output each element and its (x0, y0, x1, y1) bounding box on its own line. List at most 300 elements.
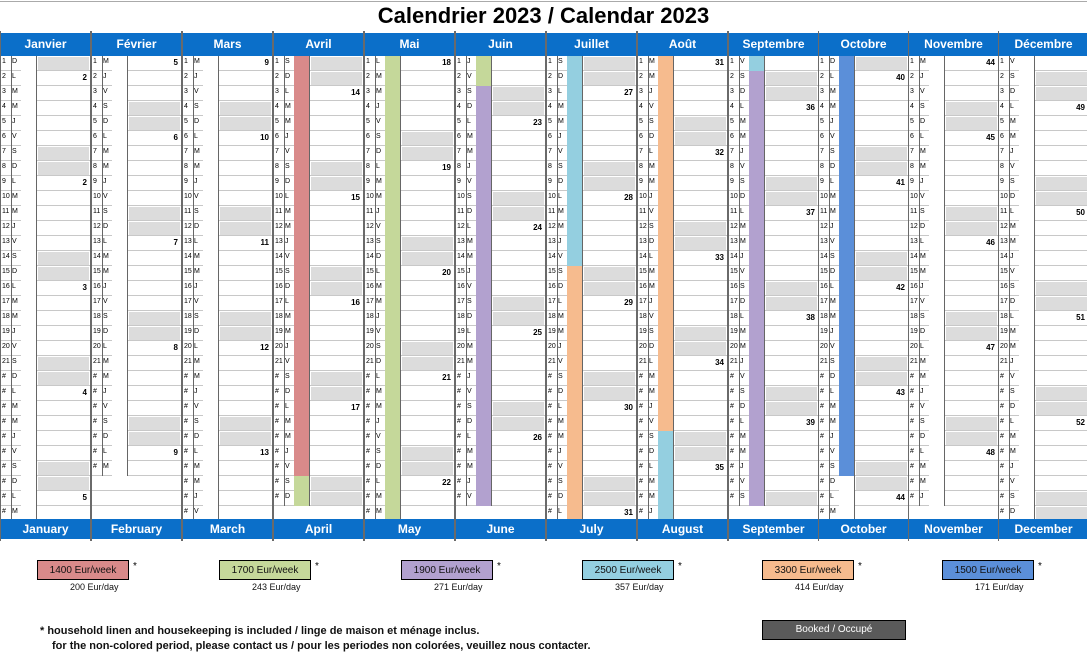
day-row[interactable] (1, 491, 90, 506)
day-row[interactable] (1, 461, 90, 476)
day-row[interactable] (1, 341, 90, 356)
day-row[interactable] (92, 296, 181, 311)
day-row[interactable] (547, 71, 636, 86)
day-row[interactable] (819, 161, 908, 176)
day-row[interactable] (999, 341, 1087, 356)
day-row[interactable] (729, 296, 818, 311)
day-row[interactable] (729, 236, 818, 251)
day-row[interactable] (183, 131, 272, 146)
day-row[interactable] (819, 386, 908, 401)
day-row[interactable] (183, 356, 272, 371)
day-row[interactable] (92, 401, 181, 416)
day-row[interactable] (638, 146, 727, 161)
day-row[interactable] (819, 206, 908, 221)
day-row[interactable] (909, 206, 998, 221)
day-row[interactable] (365, 251, 454, 266)
day-row[interactable] (909, 281, 998, 296)
day-row[interactable] (819, 461, 908, 476)
day-row[interactable] (547, 56, 636, 71)
day-row[interactable] (999, 251, 1087, 266)
day-row[interactable] (999, 446, 1087, 461)
day-row[interactable] (909, 461, 998, 476)
day-row[interactable] (92, 71, 181, 86)
day-row[interactable] (547, 386, 636, 401)
day-row[interactable] (456, 446, 545, 461)
day-row[interactable] (638, 86, 727, 101)
day-row[interactable] (909, 311, 998, 326)
day-row[interactable] (183, 431, 272, 446)
day-row[interactable] (547, 116, 636, 131)
day-row[interactable] (729, 86, 818, 101)
day-row[interactable] (638, 131, 727, 146)
day-row[interactable] (819, 476, 908, 491)
day-row[interactable] (547, 251, 636, 266)
day-row[interactable] (909, 101, 998, 116)
day-row[interactable] (1, 476, 90, 491)
day-row[interactable] (183, 206, 272, 221)
day-row[interactable] (274, 476, 363, 491)
day-row[interactable] (92, 281, 181, 296)
day-row[interactable] (909, 371, 998, 386)
day-row[interactable] (729, 206, 818, 221)
day-row[interactable] (365, 296, 454, 311)
day-row[interactable] (1, 146, 90, 161)
day-row[interactable] (999, 461, 1087, 476)
day-row[interactable] (365, 206, 454, 221)
day-row[interactable] (1, 71, 90, 86)
day-row[interactable] (638, 371, 727, 386)
day-row[interactable] (92, 236, 181, 251)
day-row[interactable] (547, 146, 636, 161)
day-row[interactable] (183, 296, 272, 311)
day-row[interactable] (999, 281, 1087, 296)
day-row[interactable] (547, 206, 636, 221)
day-row[interactable] (92, 311, 181, 326)
day-row[interactable] (274, 491, 363, 506)
day-row[interactable] (92, 446, 181, 461)
day-row[interactable] (729, 191, 818, 206)
day-row[interactable] (819, 311, 908, 326)
day-row[interactable] (638, 431, 727, 446)
day-row[interactable] (1, 131, 90, 146)
day-row[interactable] (456, 416, 545, 431)
day-row[interactable] (638, 266, 727, 281)
day-row[interactable] (999, 386, 1087, 401)
day-row[interactable] (819, 431, 908, 446)
day-row[interactable] (1, 206, 90, 221)
day-row[interactable] (999, 176, 1087, 191)
day-row[interactable] (183, 461, 272, 476)
day-row[interactable] (729, 131, 818, 146)
day-row[interactable] (274, 446, 363, 461)
day-row[interactable] (819, 416, 908, 431)
day-row[interactable] (547, 311, 636, 326)
day-row[interactable] (274, 116, 363, 131)
day-row[interactable] (456, 311, 545, 326)
day-row[interactable] (1, 281, 90, 296)
day-row[interactable] (1, 446, 90, 461)
day-row[interactable] (999, 431, 1087, 446)
day-row[interactable] (819, 446, 908, 461)
day-row[interactable] (999, 266, 1087, 281)
day-row[interactable] (92, 326, 181, 341)
day-row[interactable] (547, 371, 636, 386)
day-row[interactable] (365, 221, 454, 236)
day-row[interactable] (456, 146, 545, 161)
day-row[interactable] (456, 176, 545, 191)
day-row[interactable] (909, 236, 998, 251)
day-row[interactable] (819, 236, 908, 251)
day-row[interactable] (1, 311, 90, 326)
day-row[interactable] (638, 251, 727, 266)
day-row[interactable] (547, 236, 636, 251)
day-row[interactable] (819, 266, 908, 281)
day-row[interactable] (547, 476, 636, 491)
day-row[interactable] (819, 491, 908, 506)
day-row[interactable] (1, 416, 90, 431)
day-row[interactable] (1, 266, 90, 281)
day-row[interactable] (183, 236, 272, 251)
day-row[interactable] (365, 341, 454, 356)
day-row[interactable] (274, 86, 363, 101)
day-row[interactable] (365, 281, 454, 296)
day-row[interactable] (456, 86, 545, 101)
day-row[interactable] (999, 86, 1087, 101)
day-row[interactable] (274, 161, 363, 176)
day-row[interactable] (909, 431, 998, 446)
day-row[interactable] (456, 461, 545, 476)
day-row[interactable] (274, 251, 363, 266)
day-row[interactable] (456, 71, 545, 86)
day-row[interactable] (92, 56, 181, 71)
day-row[interactable] (92, 386, 181, 401)
day-row[interactable] (183, 116, 272, 131)
day-row[interactable] (999, 476, 1087, 491)
day-row[interactable] (638, 296, 727, 311)
day-row[interactable] (999, 401, 1087, 416)
day-row[interactable] (909, 161, 998, 176)
day-row[interactable] (274, 326, 363, 341)
day-row[interactable] (365, 371, 454, 386)
day-row[interactable] (183, 311, 272, 326)
day-row[interactable] (183, 371, 272, 386)
day-row[interactable] (999, 131, 1087, 146)
day-row[interactable] (638, 281, 727, 296)
day-row[interactable] (92, 146, 181, 161)
day-row[interactable] (909, 296, 998, 311)
day-row[interactable] (819, 116, 908, 131)
day-row[interactable] (1, 191, 90, 206)
day-row[interactable] (909, 341, 998, 356)
day-row[interactable] (999, 56, 1087, 71)
day-row[interactable] (638, 56, 727, 71)
day-row[interactable] (638, 341, 727, 356)
day-row[interactable] (456, 266, 545, 281)
day-row[interactable] (547, 221, 636, 236)
day-row[interactable] (819, 251, 908, 266)
day-row[interactable] (365, 86, 454, 101)
day-row[interactable] (1, 296, 90, 311)
day-row[interactable] (365, 71, 454, 86)
day-row[interactable] (183, 416, 272, 431)
day-row[interactable] (92, 416, 181, 431)
day-row[interactable] (638, 191, 727, 206)
day-row[interactable] (638, 101, 727, 116)
day-row[interactable] (729, 446, 818, 461)
day-row[interactable] (365, 101, 454, 116)
day-row[interactable] (819, 356, 908, 371)
day-row[interactable] (1, 86, 90, 101)
day-row[interactable] (456, 56, 545, 71)
day-row[interactable] (92, 461, 181, 476)
day-row[interactable] (729, 431, 818, 446)
day-row[interactable] (909, 221, 998, 236)
day-row[interactable] (1, 176, 90, 191)
day-row[interactable] (729, 266, 818, 281)
day-row[interactable] (456, 206, 545, 221)
day-row[interactable] (999, 371, 1087, 386)
day-row[interactable] (365, 326, 454, 341)
day-row[interactable] (547, 131, 636, 146)
day-row[interactable] (183, 86, 272, 101)
day-row[interactable] (183, 401, 272, 416)
day-row[interactable] (365, 356, 454, 371)
day-row[interactable] (456, 371, 545, 386)
day-row[interactable] (909, 251, 998, 266)
day-row[interactable] (729, 251, 818, 266)
day-row[interactable] (92, 101, 181, 116)
day-row[interactable] (456, 251, 545, 266)
day-row[interactable] (909, 476, 998, 491)
day-row[interactable] (547, 176, 636, 191)
day-row[interactable] (274, 296, 363, 311)
day-row[interactable] (274, 56, 363, 71)
day-row[interactable] (274, 71, 363, 86)
day-row[interactable] (92, 221, 181, 236)
day-row[interactable] (365, 461, 454, 476)
day-row[interactable] (729, 101, 818, 116)
day-row[interactable] (819, 326, 908, 341)
day-row[interactable] (456, 491, 545, 506)
day-row[interactable] (729, 461, 818, 476)
day-row[interactable] (999, 116, 1087, 131)
day-row[interactable] (274, 416, 363, 431)
day-row[interactable] (729, 56, 818, 71)
day-row[interactable] (1, 161, 90, 176)
day-row[interactable] (999, 326, 1087, 341)
day-row[interactable] (274, 221, 363, 236)
day-row[interactable] (638, 206, 727, 221)
day-row[interactable] (638, 176, 727, 191)
day-row[interactable] (909, 131, 998, 146)
day-row[interactable] (1, 326, 90, 341)
day-row[interactable] (274, 356, 363, 371)
day-row[interactable] (999, 236, 1087, 251)
day-row[interactable] (456, 476, 545, 491)
day-row[interactable] (638, 476, 727, 491)
day-row[interactable] (999, 356, 1087, 371)
day-row[interactable] (729, 491, 818, 506)
day-row[interactable] (819, 86, 908, 101)
day-row[interactable] (729, 416, 818, 431)
day-row[interactable] (638, 326, 727, 341)
day-row[interactable] (365, 416, 454, 431)
day-row[interactable] (909, 356, 998, 371)
day-row[interactable] (909, 446, 998, 461)
day-row[interactable] (547, 86, 636, 101)
day-row[interactable] (92, 251, 181, 266)
day-row[interactable] (365, 446, 454, 461)
day-row[interactable] (547, 161, 636, 176)
day-row[interactable] (547, 401, 636, 416)
day-row[interactable] (1, 236, 90, 251)
day-row[interactable] (183, 251, 272, 266)
day-row[interactable] (183, 191, 272, 206)
day-row[interactable] (547, 461, 636, 476)
day-row[interactable] (274, 131, 363, 146)
day-row[interactable] (365, 266, 454, 281)
day-row[interactable] (456, 116, 545, 131)
day-row[interactable] (1, 101, 90, 116)
day-row[interactable] (456, 341, 545, 356)
day-row[interactable] (456, 161, 545, 176)
day-row[interactable] (92, 431, 181, 446)
day-row[interactable] (92, 371, 181, 386)
day-row[interactable] (909, 266, 998, 281)
day-row[interactable] (92, 176, 181, 191)
day-row[interactable] (819, 101, 908, 116)
day-row[interactable] (729, 71, 818, 86)
day-row[interactable] (819, 191, 908, 206)
day-row[interactable] (1, 386, 90, 401)
day-row[interactable] (92, 356, 181, 371)
day-row[interactable] (365, 431, 454, 446)
day-row[interactable] (456, 101, 545, 116)
day-row[interactable] (547, 356, 636, 371)
day-row[interactable] (365, 386, 454, 401)
day-row[interactable] (274, 206, 363, 221)
day-row[interactable] (638, 236, 727, 251)
day-row[interactable] (999, 71, 1087, 86)
day-row[interactable] (183, 266, 272, 281)
day-row[interactable] (1, 371, 90, 386)
day-row[interactable] (365, 116, 454, 131)
day-row[interactable] (1, 356, 90, 371)
day-row[interactable] (638, 221, 727, 236)
day-row[interactable] (729, 146, 818, 161)
day-row[interactable] (999, 296, 1087, 311)
day-row[interactable] (638, 446, 727, 461)
day-row[interactable] (729, 401, 818, 416)
day-row[interactable] (819, 56, 908, 71)
day-row[interactable] (274, 146, 363, 161)
day-row[interactable] (1, 251, 90, 266)
day-row[interactable] (365, 176, 454, 191)
day-row[interactable] (183, 446, 272, 461)
day-row[interactable] (183, 476, 272, 491)
day-row[interactable] (183, 176, 272, 191)
day-row[interactable] (92, 206, 181, 221)
day-row[interactable] (547, 191, 636, 206)
day-row[interactable] (456, 431, 545, 446)
day-row[interactable] (92, 116, 181, 131)
day-row[interactable] (729, 326, 818, 341)
day-row[interactable] (819, 176, 908, 191)
day-row[interactable] (92, 131, 181, 146)
day-row[interactable] (999, 416, 1087, 431)
day-row[interactable] (909, 56, 998, 71)
day-row[interactable] (456, 326, 545, 341)
day-row[interactable] (729, 371, 818, 386)
day-row[interactable] (183, 341, 272, 356)
day-row[interactable] (274, 266, 363, 281)
day-row[interactable] (729, 476, 818, 491)
day-row[interactable] (274, 401, 363, 416)
day-row[interactable] (999, 311, 1087, 326)
day-row[interactable] (456, 386, 545, 401)
day-row[interactable] (638, 161, 727, 176)
day-row[interactable] (1, 431, 90, 446)
day-row[interactable] (729, 341, 818, 356)
day-row[interactable] (999, 221, 1087, 236)
day-row[interactable] (92, 266, 181, 281)
day-row[interactable] (1, 221, 90, 236)
day-row[interactable] (638, 461, 727, 476)
day-row[interactable] (638, 311, 727, 326)
day-row[interactable] (456, 281, 545, 296)
day-row[interactable] (456, 296, 545, 311)
day-row[interactable] (547, 281, 636, 296)
day-row[interactable] (819, 221, 908, 236)
day-row[interactable] (547, 341, 636, 356)
day-row[interactable] (909, 176, 998, 191)
day-row[interactable] (274, 281, 363, 296)
day-row[interactable] (999, 206, 1087, 221)
day-row[interactable] (547, 101, 636, 116)
day-row[interactable] (638, 71, 727, 86)
day-row[interactable] (999, 161, 1087, 176)
day-row[interactable] (909, 146, 998, 161)
day-row[interactable] (547, 326, 636, 341)
day-row[interactable] (92, 341, 181, 356)
day-row[interactable] (729, 161, 818, 176)
day-row[interactable] (274, 191, 363, 206)
day-row[interactable] (274, 101, 363, 116)
day-row[interactable] (456, 356, 545, 371)
day-row[interactable] (819, 371, 908, 386)
day-row[interactable] (365, 131, 454, 146)
day-row[interactable] (183, 146, 272, 161)
day-row[interactable] (999, 491, 1087, 506)
day-row[interactable] (729, 386, 818, 401)
day-row[interactable] (909, 491, 998, 506)
day-row[interactable] (365, 491, 454, 506)
day-row[interactable] (456, 191, 545, 206)
day-row[interactable] (274, 341, 363, 356)
day-row[interactable] (365, 56, 454, 71)
day-row[interactable] (274, 461, 363, 476)
day-row[interactable] (547, 431, 636, 446)
day-row[interactable] (183, 56, 272, 71)
day-row[interactable] (1, 56, 90, 71)
day-row[interactable] (819, 281, 908, 296)
day-row[interactable] (999, 146, 1087, 161)
day-row[interactable] (638, 401, 727, 416)
day-row[interactable] (909, 401, 998, 416)
day-row[interactable] (909, 116, 998, 131)
day-row[interactable] (365, 236, 454, 251)
day-row[interactable] (638, 416, 727, 431)
